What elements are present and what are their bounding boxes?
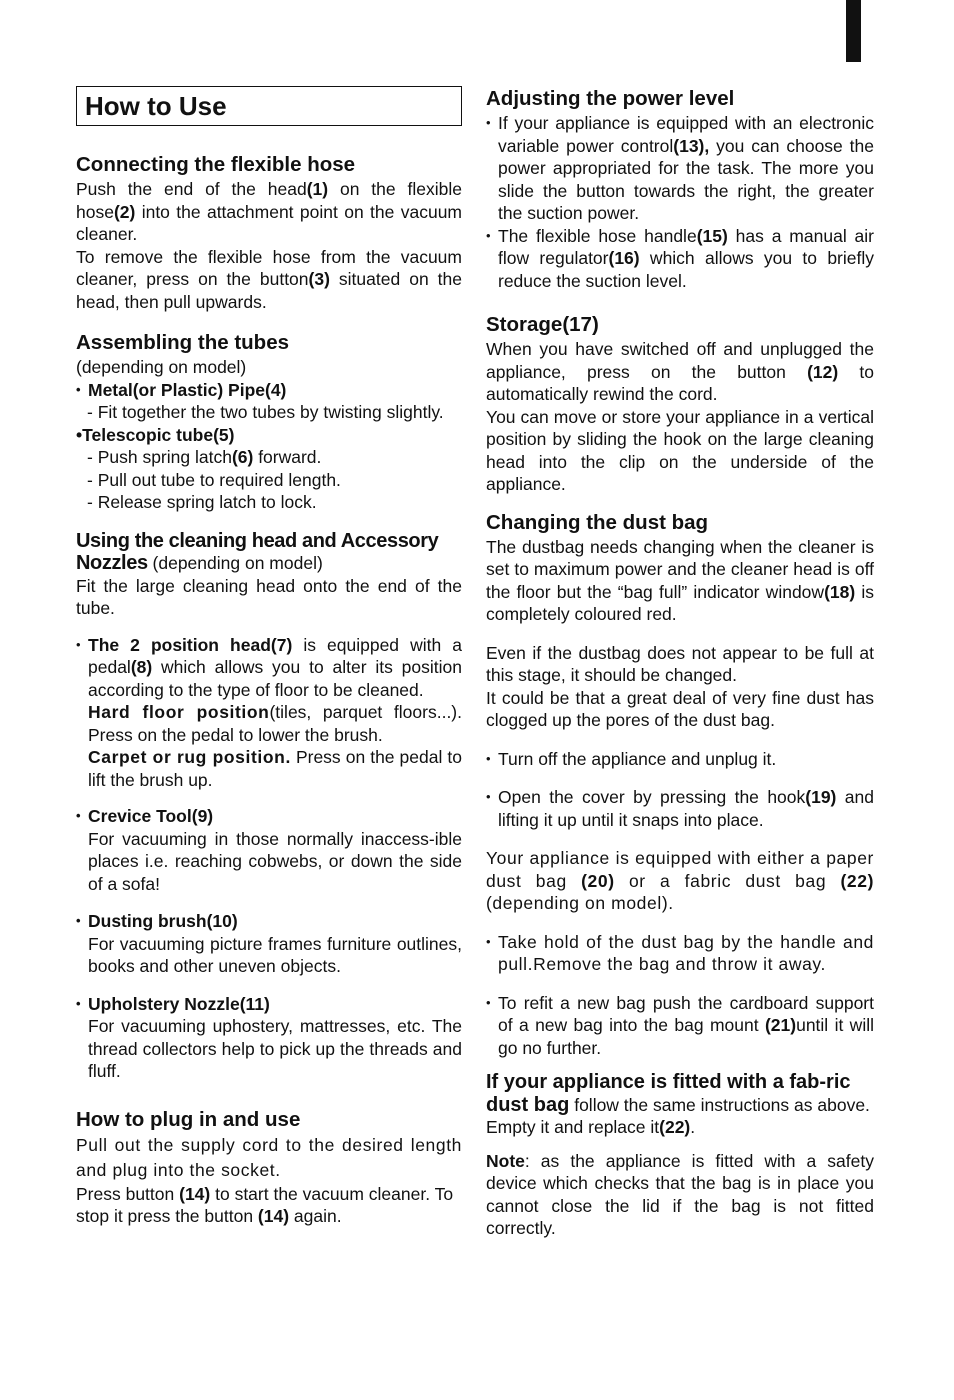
position-head-item: • The 2 position head(7) is equipped with a pedal(8) which allows you to alter its position according to the type of floor to be cleaned. [76,634,462,702]
dust-bag-bullet-4: • To refit a new bag push the cardboard support of a new bag into the bag mount (21)until it will go no further. [486,992,874,1060]
crevice-tool-label: • Crevice Tool(9) [76,805,462,828]
carpet-text: Carpet or rug position. Press on the pedal to lift the brush up. [88,747,463,790]
upholstery-nozzle-text: For vacuuming uphostery, mattresses, etc. The thread collectors help to pick up the threads and fluff. [88,1016,462,1081]
plug-in-para-2: Press button (14) to start the vacuum cleaner. To stop it press the button (14) again. [76,1183,454,1226]
right-column [486,86,874,1240]
storage-para-2: You can move or store your appliance in a vertical position by sliding the hook on the large cleaning head into the clip on the underside of the appliance. [486,406,874,494]
telescopic-step-3: - Release spring latch to lock. [87,492,317,512]
tubes-model-note: (depending on model) [76,357,247,377]
telescopic-step-2: - Pull out tube to required length. [87,469,341,490]
page-tab-marker [846,0,861,62]
storage-para-1: When you have switched off and unplugged the appliance, press on the button (12) to automatically rewind the cord. [486,339,874,404]
nozzles-heading-note: (depending on model) [147,553,323,573]
power-level-heading: Adjusting the power level [486,87,735,110]
connecting-hose-para-2: To remove the flexible hose from the vacuum cleaner, press on the button(3) situated on the head, then pull upwards. [76,246,463,312]
dust-bag-para-2: Even if the dustbag does not appear to be full at this stage, it should be changed. [486,642,874,685]
telescopic-step-1: - Push spring latch(6) forward. [87,447,322,467]
dust-bag-bullet-3: • Take hold of the dust bag by the handle and pull.Remove the bag and throw it away. [486,931,874,976]
fabric-bag-replace: Empty it and replace it(22). [486,1117,696,1137]
power-bullet-1: • If your appliance is equipped with an electronic variable power control(13), you can choose the power appropriated for the task. The more you slide the button towards the right, the greater the suction power. [486,112,874,225]
safety-note: Note: as the appliance is fitted with a safety device which checks that the bag is in place you cannot close the lid if the bag is not fitted correctly. [486,1150,874,1238]
dust-bag-heading: Changing the dust bag [486,510,709,534]
power-bullet-2: • The flexible hose handle(15) has a manual air flow regulator(16) which allows you to briefly reduce the suction level. [486,225,874,293]
nozzles-intro: Fit the large cleaning head onto the end of the tube. [76,575,462,618]
page-title: How to Use [76,86,462,126]
nozzles-heading: Using the cleaning head and Accessory Nozzles [76,529,439,574]
metal-pipe-step: - Fit together the two tubes by twisting slightly. [87,402,444,422]
dust-bag-para-4: Your appliance is equipped with either a paper dust bag (20) or a fabric dust bag (22)(depending on model). [486,848,875,913]
left-column [76,86,462,1228]
dust-bag-para-3: It could be that a great deal of very fine dust has clogged up the pores of the dust bag. [486,687,874,730]
connecting-hose-heading: Connecting the flexible hose [76,153,356,176]
hard-floor-text: Hard floor position(tiles, parquet floors...). Press on the pedal to lower the brush. [88,702,462,745]
fabric-bag-para: If your appliance is fitted with a fab-ric dust bag follow the same instructions as above. [486,1071,870,1116]
dust-bag-para-1: The dustbag needs changing when the cleaner is set to maximum power and the cleaner head is off the floor but the “bag full” indicator window(18) is completely coloured red. [486,536,875,624]
metal-pipe-label: • Metal(or Plastic) Pipe(4) [76,379,462,402]
dust-bag-bullet-1: • Turn off the appliance and unplug it. [486,748,874,771]
connecting-hose-para-1: Push the end of the head(1) on the flexible hose(2) into the attachment point on the vacuum cleaner. [76,179,462,244]
upholstery-nozzle-label: • Upholstery Nozzle(11) [76,993,462,1016]
dusting-brush-text: For vacuuming picture frames furniture outlines, books and other uneven objects. [88,933,462,976]
dusting-brush-label: • Dusting brush(10) [76,910,462,933]
plug-in-para-1: Pull out the supply cord to the desired length and plug into the socket. [76,1134,462,1180]
telescopic-tube-label: •Telescopic tube(5) [76,424,235,445]
dust-bag-bullet-2: • Open the cover by pressing the hook(19) and lifting it up until it snaps into place. [486,786,874,831]
assembling-tubes-heading: Assembling the tubes [76,331,290,354]
plug-in-heading: How to plug in and use [76,1107,301,1131]
crevice-tool-text: For vacuuming in those normally inaccess-ible places i.e. reaching cobwebs, or down the side of a sofa! [88,828,462,894]
storage-heading: Storage(17) [486,313,599,336]
